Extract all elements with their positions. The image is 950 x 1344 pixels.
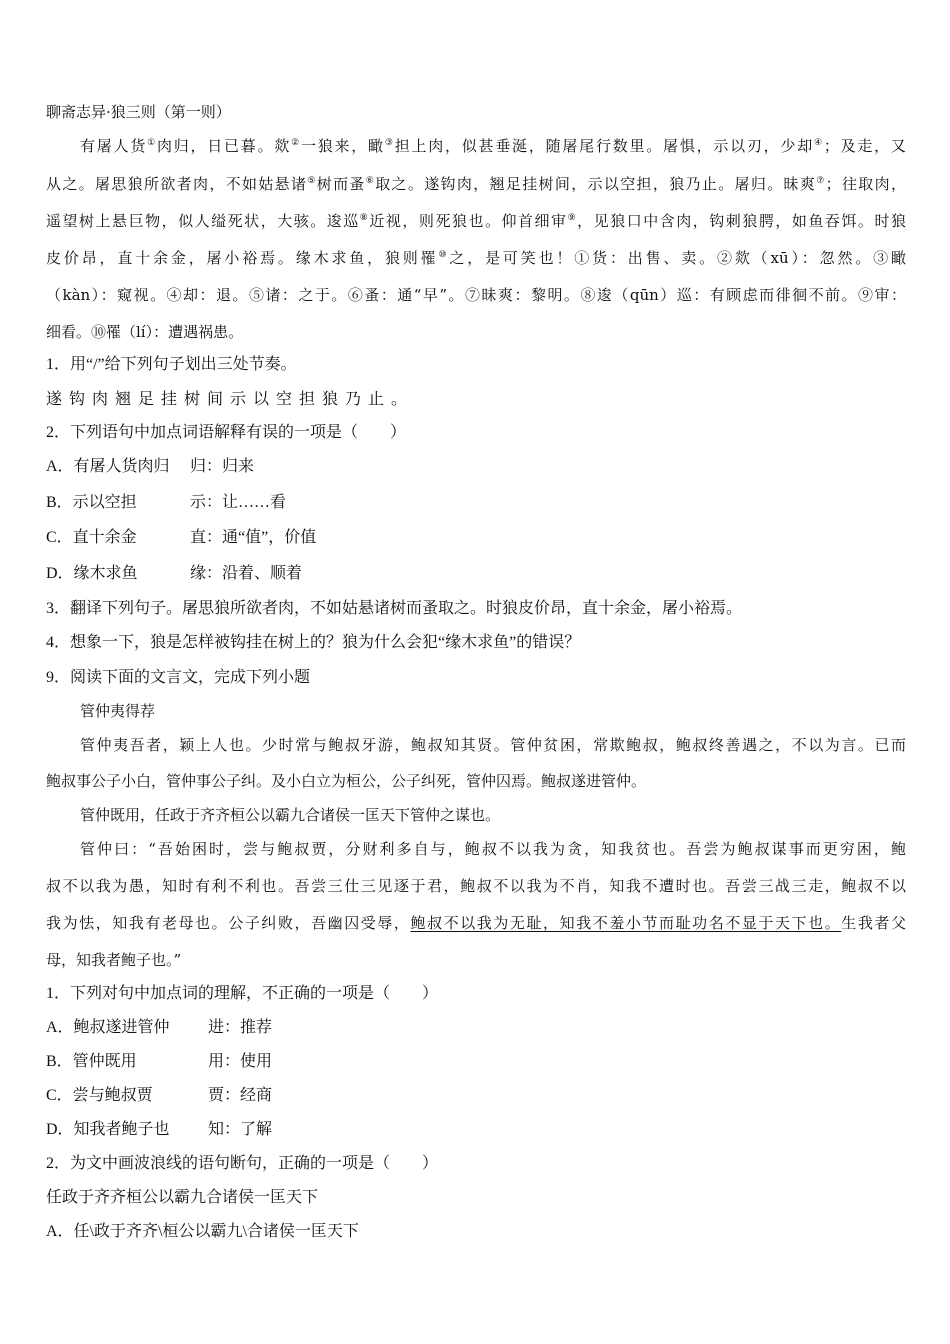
passage-line: 母，知我者鲍子也。” xyxy=(46,951,182,969)
option-d: D．缘木求鱼 缘：沿着、顺着 xyxy=(46,565,303,582)
question-9: 9．阅读下面的文言文，完成下列小题 xyxy=(46,669,311,686)
option-d: D．知我者鲍子也 知：了解 xyxy=(46,1121,273,1138)
sub-question-2-sentence: 任政于齐齐桓公以霸九合诸侯一匡天下 xyxy=(46,1189,319,1206)
option-b: B．示以空担 示：让……看 xyxy=(46,494,287,511)
passage-line: 遥望树上悬巨物，似人缢死状，大骇。逡巡⑧近视，则死狼也。仰首细审⑨，见狼口中含肉，钩刺狼腭，如鱼吞饵。时狼 xyxy=(46,212,906,230)
passage-line: 有屠人货①肉归，日已暮。欻②一狼来，瞰③担上肉，似甚垂涎，随屠尾行数里。屠惧，示以刃，少却④；及走，又 xyxy=(80,137,906,155)
question-4: 4．想象一下，狼是怎样被钩挂在树上的？狼为什么会犯“缘木求鱼”的错误？ xyxy=(46,634,581,651)
wavy-underlined-sentence: 鲍叔不以我为无耻，知我不羞小节而耻功名不显于天下也。 xyxy=(410,914,842,932)
sub-question-1: 1．下列对句中加点词的理解，不正确的一项是（ ） xyxy=(46,985,439,1002)
passage-line: 鲍叔事公子小白，管仲事公子纠。及小白立为桓公，公子纠死，管仲囚焉。鲍叔遂进管仲。 xyxy=(46,772,647,790)
question-1: 1．用“/”给下列句子划出三处节奏。 xyxy=(46,356,297,373)
option-c: C．直十余金 直：通“值”，价值 xyxy=(46,529,317,546)
option-a: A．任\政于齐齐\桓公以霸九\合诸侯一匡天下 xyxy=(46,1223,359,1240)
question-2: 2．下列语句中加点词语解释有误的一项是（ ） xyxy=(46,424,407,441)
passage-line: 我为怯，知我有老母也。公子纠败，吾幽囚受辱，鲍叔不以我为无耻，知我不羞小节而耻功名不显于天下也。生我者父 xyxy=(46,914,906,932)
passage-line: 管仲夷吾者，颖上人也。少时常与鲍叔牙游，鲍叔知其贤。管仲贫困，常欺鲍叔，鲍叔终善遇之，不以为言。已而 xyxy=(80,736,906,754)
passage-line: 管仲既用，任政于齐齐桓公以霸九合诸侯一匡天下管仲之谋也。 xyxy=(80,806,501,824)
option-a: A．有屠人货肉归 归：归来 xyxy=(46,458,255,475)
question-1-sentence: 遂钩肉翘足挂树间示以空担狼乃止。 xyxy=(46,391,415,408)
passage-line: （kàn）：窥视。④却：退。⑤诸：之于。⑥蚤：通“早”。⑦昧爽：黎明。⑧逡（qūn）巡：有顾虑而徘徊不前。⑨审： xyxy=(46,286,906,304)
passage-line: 皮价昂，直十余金，屠小裕焉。缘木求鱼，狼则罹⑩之，是可笑也！①货：出售、卖。②欻（xū）：忽然。③瞰 xyxy=(46,249,906,267)
passage-2-title: 管仲夷得荐 xyxy=(80,702,156,720)
passage-title: 聊斋志异·狼三则（第一则） xyxy=(46,103,231,121)
passage-line: 从之。屠思狼所欲者肉，不如姑悬诸⑤树而蚤⑥取之。遂钩肉，翘足挂树间，示以空担，狼乃止。屠归。昧爽⑦；往取肉， xyxy=(46,175,906,193)
option-c: C．尝与鲍叔贾 贾：经商 xyxy=(46,1087,273,1104)
question-3: 3．翻译下列句子。屠思狼所欲者肉，不如姑悬诸树而蚤取之。时狼皮价昂，直十余金，屠小裕焉。 xyxy=(46,600,743,617)
passage-line: 叔不以我为愚，知时有利不利也。吾尝三仕三见逐于君，鲍叔不以我为不肖，知我不遭时也。吾尝三战三走，鲍叔不以 xyxy=(46,877,906,895)
passage-line: 细看。⑩罹（lí）：遭遇祸患。 xyxy=(46,323,244,341)
passage-line: 管仲曰：“吾始困时，尝与鲍叔贾，分财利多自与，鲍叔不以我为贪，知我贫也。吾尝为鲍叔谋事而更穷困，鲍 xyxy=(80,840,906,858)
sub-question-2: 2．为文中画波浪线的语句断句，正确的一项是（ ） xyxy=(46,1155,439,1172)
option-a: A．鲍叔遂进管仲 进：推荐 xyxy=(46,1019,273,1036)
option-b: B．管仲既用 用：使用 xyxy=(46,1053,273,1070)
